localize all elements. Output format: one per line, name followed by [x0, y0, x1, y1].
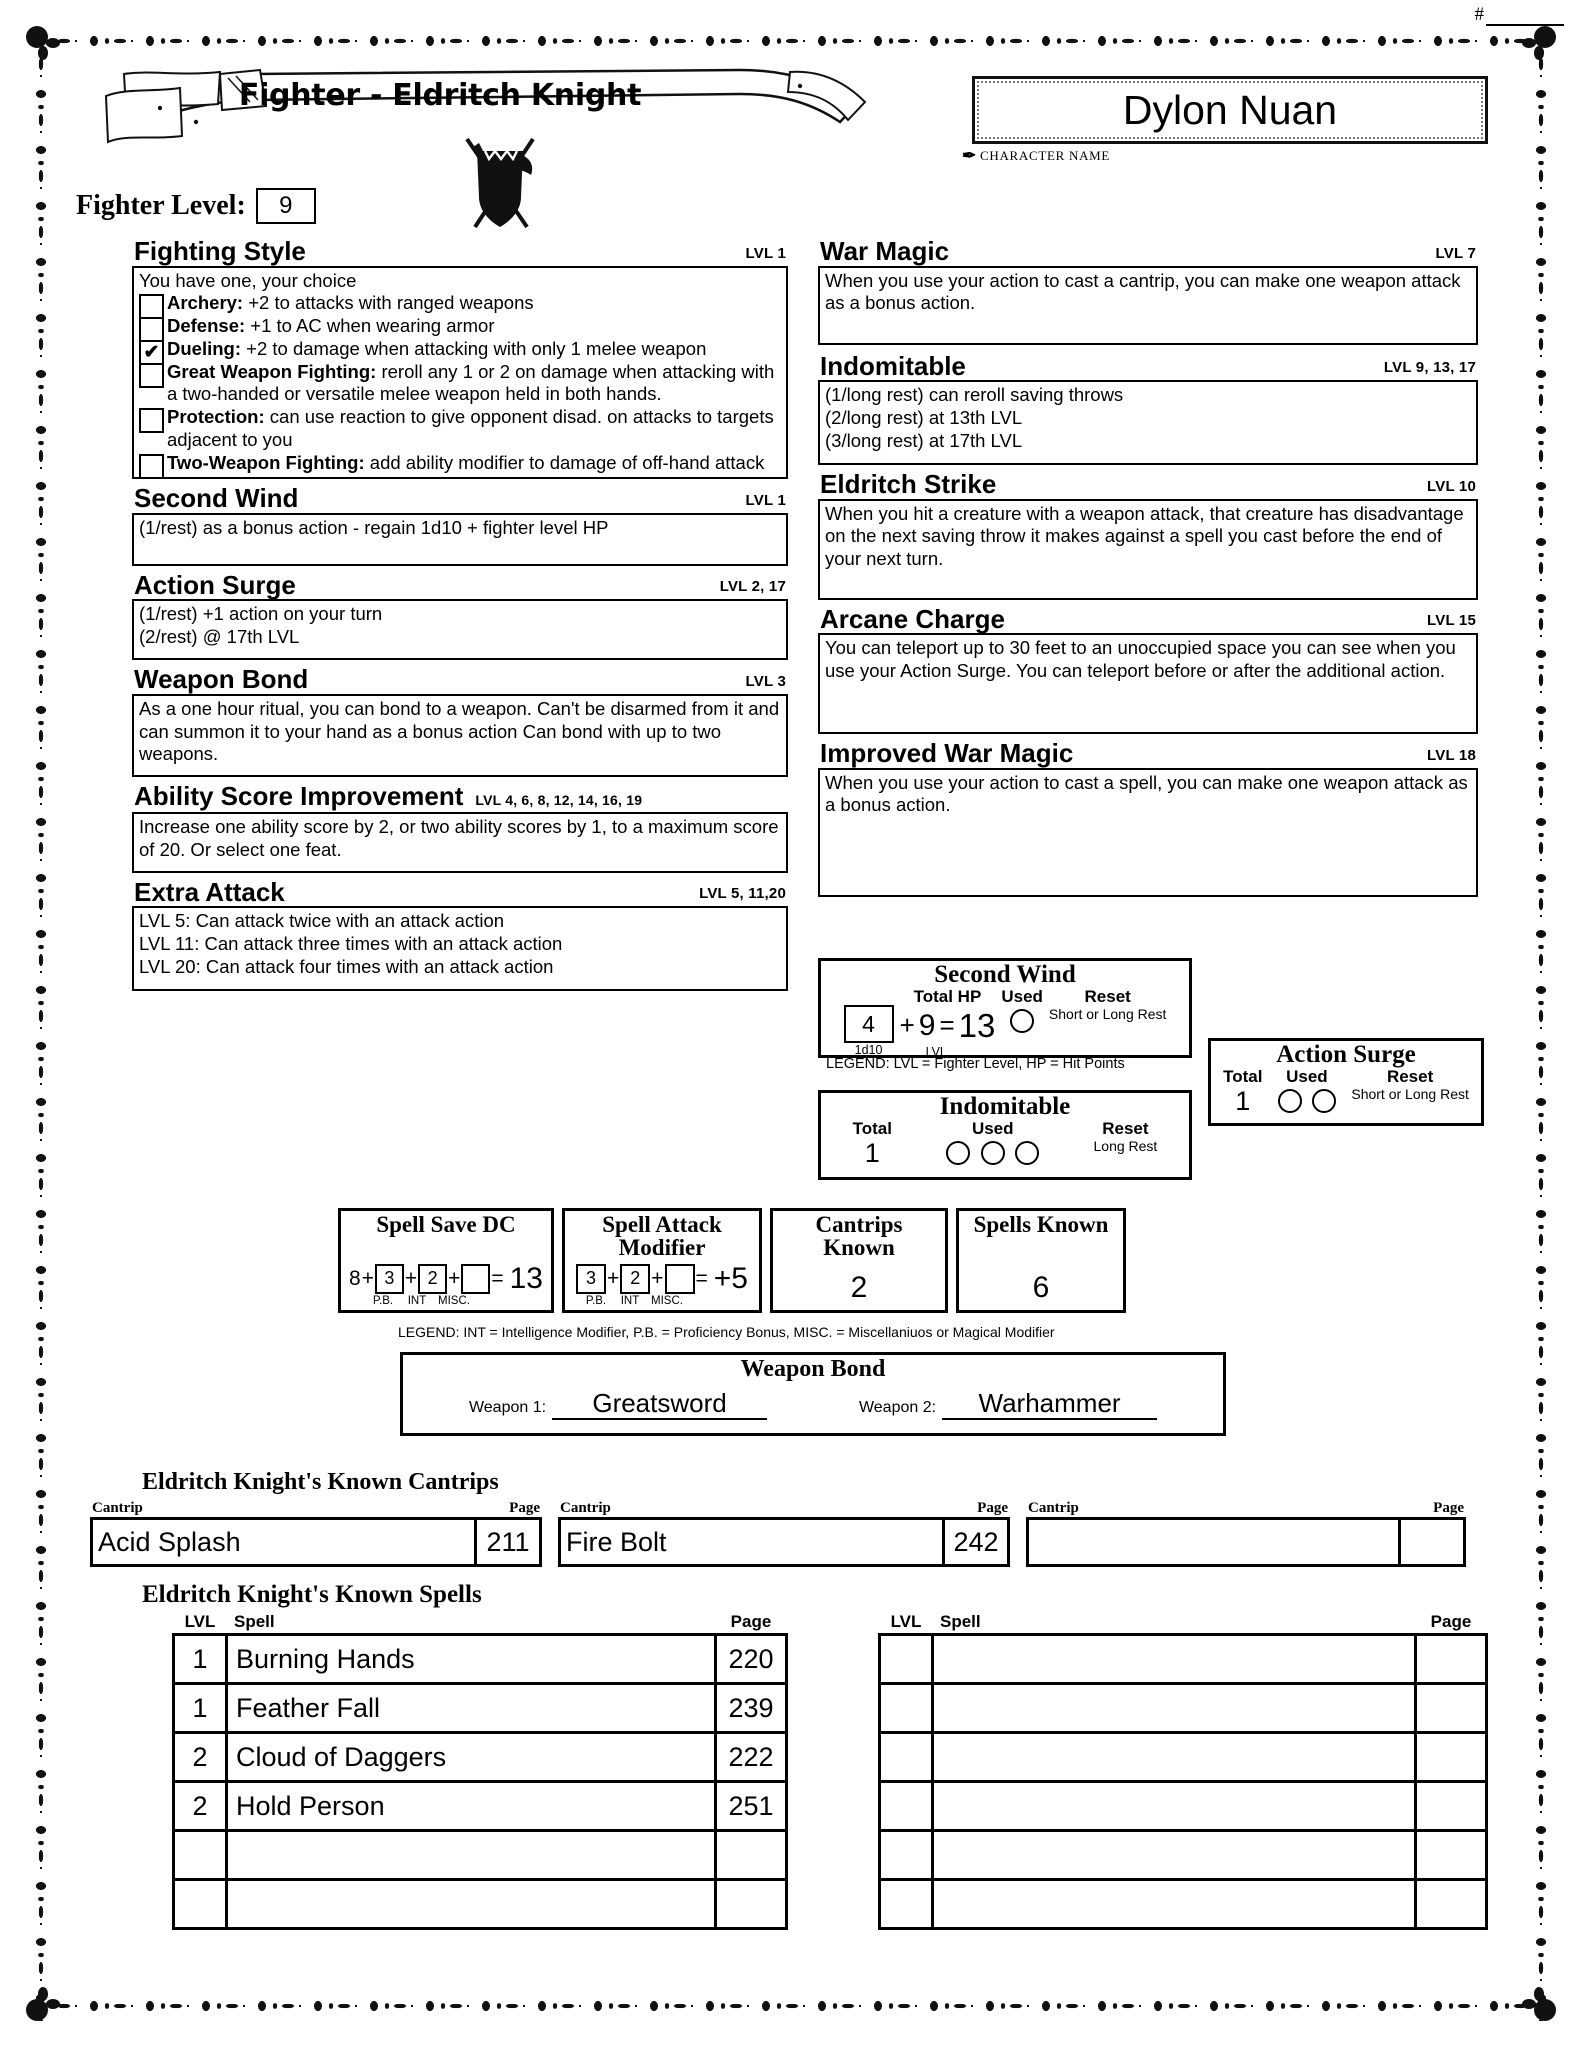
shield-and-weapons-icon [455, 135, 545, 237]
option-title: Archery: [167, 292, 244, 314]
misc-modifier-input[interactable] [665, 1264, 695, 1294]
total-value: 1 [864, 1137, 880, 1168]
box-title: Cantrips Known [815, 1212, 903, 1261]
fighting-style-option-dueling[interactable] [139, 338, 781, 361]
spell-page-cell[interactable] [1414, 1734, 1485, 1780]
feature-level: LVL 5, 11,20 [699, 885, 786, 903]
spell-save-dc-total: 13 [509, 1261, 543, 1295]
feature-body [818, 768, 1478, 897]
corner-ornament-top-left [22, 22, 76, 76]
box-title: Spell Attack Modifier [602, 1212, 722, 1261]
spell-lvl-cell[interactable] [881, 1783, 934, 1829]
cantrip-column-label: Cantrip [1028, 1500, 1079, 1516]
misc-sublabel: MISC. [438, 1294, 470, 1307]
reset-label: Reset [1084, 987, 1131, 1007]
table-row[interactable] [175, 1734, 785, 1783]
feature-line: LVL 5: Can attack twice with an attack action [139, 910, 505, 932]
spell-stats-legend: LEGEND: INT = Intelligence Modifier, P.B. = Proficiency Bonus, MISC. = Miscellaniuos or Magical Modifier [398, 1324, 1055, 1340]
tracker-title: Second Wind [934, 961, 1076, 988]
character-name-box[interactable] [972, 76, 1488, 144]
checkbox-protection[interactable] [139, 408, 164, 433]
feature-level: LVL 4, 6, 8, 12, 14, 16, 19 [475, 791, 643, 808]
feature-war-magic [818, 238, 1478, 345]
cantrip-name-cell[interactable]: Fire Bolt [566, 1526, 667, 1557]
page-column-label: Page [1430, 1612, 1472, 1631]
reset-label: Reset [1102, 1119, 1149, 1139]
table-row[interactable] [175, 1832, 785, 1881]
fighting-style-option-great-weapon-fighting[interactable] [139, 361, 781, 407]
feature-body [818, 633, 1478, 734]
weapon-1-field[interactable] [469, 1389, 767, 1420]
feature-line: When you use your action to cast a spell, you can make one weapon attack as a bonus action. [825, 771, 1468, 816]
tracker-title: Indomitable [939, 1093, 1071, 1120]
second-wind-die-label: 1d10 [854, 1043, 883, 1058]
cantrips-known-value: 2 [850, 1270, 868, 1304]
second-wind-level-value[interactable]: 9 [918, 1008, 936, 1042]
feature-line: (3/long rest) at 17th LVL [825, 429, 1023, 451]
fighter-level-value[interactable]: 9 [256, 188, 316, 224]
weapon-1-value[interactable]: Greatsword [552, 1389, 767, 1420]
page-column-label: Page [509, 1500, 540, 1516]
plus-sign: + [899, 1010, 915, 1041]
feature-weapon-bond [132, 666, 788, 777]
second-wind-legend: LEGEND: LVL = Fighter Level, HP = Hit Points [826, 1056, 1125, 1072]
border-right [1526, 26, 1556, 2021]
plus-sign: + [404, 1266, 418, 1290]
second-wind-die-value[interactable]: 4 [844, 1005, 894, 1043]
fighter-level-label: Fighter Level: [76, 190, 246, 221]
feature-name: Weapon Bond [134, 664, 309, 695]
feature-body [818, 266, 1478, 345]
fighting-style-intro: You have one, your choice [139, 269, 357, 291]
spell-page-cell[interactable]: 222 [714, 1734, 785, 1780]
spell-name-cell[interactable]: Hold Person [236, 1790, 385, 1821]
table-row[interactable] [881, 1783, 1485, 1832]
feature-name: Arcane Charge [820, 603, 1005, 634]
misc-modifier-input[interactable] [461, 1264, 490, 1294]
option-text: can use reaction to give opponent disad. on attacks to targets adjacent to you [167, 406, 774, 450]
spell-column-label: Spell [234, 1612, 275, 1631]
feature-name: Action Surge [134, 569, 296, 600]
proficiency-bonus-input[interactable]: 3 [375, 1264, 404, 1294]
feature-name: Second Wind [134, 483, 299, 514]
feature-line: Increase one ability score by 2, or two ability scores by 1, to a maximum score of 20. Or select one feat. [139, 815, 779, 860]
page-column-label: Page [1433, 1500, 1464, 1516]
base-value: 8 [349, 1266, 361, 1290]
weapon-2-label: Weapon 2: [858, 1398, 937, 1416]
int-sublabel: INT [620, 1294, 640, 1307]
spell-lvl-cell[interactable] [881, 1685, 934, 1731]
table-row[interactable] [175, 1783, 785, 1832]
spell-name-cell[interactable] [934, 1734, 1414, 1780]
class-title: Fighter - Eldritch Knight [238, 78, 642, 113]
spell-lvl-cell[interactable] [881, 1734, 934, 1780]
option-text: +2 to damage when attacking with only 1 melee weapon [241, 337, 707, 359]
plus-sign: + [651, 1266, 664, 1290]
spell-lvl-cell[interactable] [175, 1832, 228, 1878]
spell-save-dc-box [338, 1208, 554, 1313]
spell-lvl-cell[interactable]: 2 [175, 1783, 228, 1829]
total-label: Total [1223, 1067, 1263, 1087]
spell-page-cell[interactable]: 251 [714, 1783, 785, 1829]
weapon-2-value[interactable]: Warhammer [942, 1389, 1157, 1420]
weapon-bond-title: Weapon Bond [740, 1356, 886, 1382]
plus-sign: + [606, 1266, 620, 1290]
feature-line: LVL 20: Can attack four times with an attack action [139, 955, 554, 977]
lvl-column-label: LVL [184, 1612, 216, 1631]
feature-body [132, 906, 788, 991]
feature-level: LVL 1 [745, 244, 786, 262]
right-feature-column [818, 238, 1478, 901]
feature-line: When you use your action to cast a cantrip, you can make one weapon attack as a bonus action. [825, 269, 1461, 314]
int-modifier-input[interactable]: 2 [620, 1264, 650, 1294]
cantrip-column-label: Cantrip [560, 1500, 611, 1516]
weapon-bond-box [400, 1352, 1226, 1436]
feature-second-wind [132, 485, 788, 566]
feature-name: Fighting Style [134, 236, 306, 266]
equals-sign: = [491, 1266, 504, 1290]
page-column-label: Page [730, 1612, 772, 1631]
cantrip-entry-3 [1026, 1500, 1466, 1567]
spell-lvl-cell[interactable] [881, 1636, 934, 1682]
used-circle[interactable] [1312, 1089, 1336, 1113]
used-label: Used [971, 1119, 1014, 1139]
feature-improved-war-magic [818, 740, 1478, 897]
tracker-title: Action Surge [1276, 1041, 1416, 1068]
feature-eldritch-strike [818, 471, 1478, 600]
cantrips-heading: Eldritch Knight's Known Cantrips [142, 1469, 499, 1495]
spell-name-cell[interactable] [934, 1636, 1414, 1682]
lvl-column-label: LVL [890, 1612, 922, 1631]
spells-known-value: 6 [1032, 1270, 1050, 1304]
feature-line: (2/rest) @ 17th LVL [139, 626, 300, 648]
option-title: Dueling: [167, 337, 241, 359]
spells-heading: Eldritch Knight's Known Spells [142, 1581, 482, 1608]
total-hp-label: Total HP [913, 987, 982, 1007]
feature-header [132, 238, 788, 266]
feature-name: Indomitable [820, 350, 966, 381]
feature-line: (1/rest) +1 action on your turn [139, 603, 383, 625]
total-value: 1 [1235, 1085, 1251, 1116]
feature-line: (1/long rest) can reroll saving throws [825, 384, 1124, 406]
indomitable-tracker [818, 1090, 1192, 1180]
weapon-2-field[interactable] [859, 1389, 1157, 1420]
cantrips-table [90, 1500, 1490, 1567]
second-wind-total: 13 [958, 1006, 996, 1044]
spell-name-cell[interactable] [934, 1881, 1414, 1927]
spell-attack-modifier-box [562, 1208, 762, 1313]
used-label: Used [1286, 1067, 1328, 1087]
feature-line: When you hit a creature with a weapon attack, that creature has disadvantage on the next saving throw it makes against a spell you cast before the end of your next turn. [825, 502, 1464, 570]
fighting-style-option-protection[interactable] [139, 406, 781, 452]
feature-body [818, 380, 1478, 465]
spell-lvl-cell[interactable]: 2 [175, 1734, 228, 1780]
feature-action-surge [132, 569, 788, 661]
feature-body [132, 513, 788, 566]
spell-page-cell[interactable] [714, 1881, 785, 1927]
spell-name-cell[interactable] [228, 1881, 714, 1927]
spell-page-cell[interactable] [1414, 1881, 1485, 1927]
plus-sign: + [448, 1266, 461, 1290]
cantrip-name-cell[interactable]: Acid Splash [98, 1526, 241, 1557]
used-circle[interactable] [981, 1141, 1005, 1165]
spell-page-cell[interactable] [1414, 1783, 1485, 1829]
cantrip-column-label: Cantrip [92, 1500, 143, 1516]
spell-name-cell[interactable]: Burning Hands [236, 1643, 415, 1674]
spell-lvl-cell[interactable]: 1 [175, 1636, 228, 1682]
border-bottom [26, 1991, 1556, 2021]
table-row[interactable] [175, 1685, 785, 1734]
spell-name-cell[interactable]: Feather Fall [236, 1692, 381, 1723]
reset-value: Short or Long Rest [1351, 1085, 1469, 1102]
spells-table-left [172, 1612, 788, 1930]
feature-level: LVL 7 [1435, 244, 1476, 262]
feature-arcane-charge [818, 603, 1478, 735]
sheet-number-line[interactable] [1486, 9, 1564, 26]
used-label: Used [1001, 987, 1043, 1007]
feature-name: War Magic [820, 236, 950, 266]
feature-level: LVL 1 [745, 491, 786, 509]
option-title: Two-Weapon Fighting: [167, 451, 365, 473]
reset-value: Long Rest [1093, 1137, 1158, 1154]
spell-page-cell[interactable]: 220 [714, 1636, 785, 1682]
feature-body [132, 599, 788, 660]
feature-ability-score-improvement [132, 780, 788, 873]
feature-name: Eldritch Strike [820, 469, 997, 500]
checkbox-great-weapon-fighting[interactable] [139, 363, 164, 388]
checkmark-icon: ✔ [143, 341, 160, 363]
corner-ornament-bottom-left [22, 1971, 76, 2025]
spell-lvl-cell[interactable] [881, 1832, 934, 1878]
feature-level: LVL 18 [1427, 746, 1476, 764]
proficiency-bonus-input[interactable]: 3 [576, 1264, 606, 1294]
spell-lvl-cell[interactable]: 1 [175, 1685, 228, 1731]
character-name-label: CHARACTER NAME [980, 148, 1111, 163]
spell-page-cell[interactable]: 239 [714, 1685, 785, 1731]
int-modifier-input[interactable]: 2 [418, 1264, 447, 1294]
spell-name-cell[interactable] [934, 1685, 1414, 1731]
pb-sublabel: P.B. [372, 1294, 394, 1307]
box-title: Spell Save DC [376, 1212, 516, 1237]
spell-page-cell[interactable] [1414, 1832, 1485, 1878]
feature-line: (1/rest) as a bonus action - regain 1d10 + fighter level HP [139, 516, 609, 538]
feature-level: LVL 10 [1427, 477, 1476, 495]
feature-extra-attack [132, 876, 788, 992]
spell-name-cell[interactable] [934, 1832, 1414, 1878]
feature-body [132, 812, 788, 873]
left-feature-column [132, 238, 788, 995]
spell-name-cell[interactable] [228, 1832, 714, 1878]
table-row[interactable] [881, 1734, 1485, 1783]
spell-name-cell[interactable] [934, 1783, 1414, 1829]
feature-fighting-style [132, 238, 788, 479]
feature-line: You can teleport up to 30 feet to an unoccupied space you can see when you use your Action Surge. You can teleport before or after the additional action. [825, 637, 1456, 681]
cantrip-name-cell[interactable] [1029, 1520, 1398, 1564]
spell-stat-row [338, 1208, 1126, 1313]
feature-level: LVL 2, 17 [719, 578, 786, 596]
border-top [26, 26, 1556, 56]
option-text: +2 to attacks with ranged weapons [243, 292, 534, 314]
fighting-style-option-two-weapon-fighting[interactable] [139, 452, 781, 475]
option-text: +1 to AC when wearing armor [245, 315, 495, 337]
feature-name: Ability Score Improvement [134, 780, 464, 811]
pb-sublabel: P.B. [585, 1294, 607, 1307]
quill-icon: ✒ [962, 146, 977, 165]
level-sub-label: LVL [925, 1044, 947, 1059]
used-circle[interactable] [1278, 1089, 1302, 1113]
spells-table-right [878, 1612, 1488, 1930]
total-label: Total [852, 1119, 892, 1139]
corner-ornament-top-right [1506, 22, 1560, 76]
cantrip-page-cell[interactable]: 211 [474, 1520, 539, 1564]
reset-value: Short or Long Rest [1048, 1005, 1167, 1022]
feature-line: (2/long rest) at 13th LVL [825, 406, 1023, 428]
spell-page-cell[interactable] [714, 1832, 785, 1878]
table-row[interactable] [175, 1881, 785, 1930]
fighting-style-option-defense[interactable] [139, 315, 781, 338]
spell-name-cell[interactable]: Cloud of Daggers [236, 1741, 447, 1772]
feature-level: LVL 15 [1427, 612, 1476, 630]
spell-lvl-cell[interactable] [175, 1881, 228, 1927]
feature-level: LVL 3 [745, 672, 786, 690]
plus-sign: + [361, 1266, 374, 1290]
feature-line: As a one hour ritual, you can bond to a weapon. Can't be disarmed from it and can summon it to your hand as a bonus action Can bond with up to two weapons. [139, 697, 780, 765]
option-text: add ability modifier to damage of off-hand attack [364, 451, 765, 473]
option-title: Protection: [167, 406, 265, 428]
cantrip-entry-2 [558, 1500, 1010, 1567]
equals-sign: = [939, 1010, 955, 1041]
spells-known-box [956, 1208, 1126, 1313]
fighter-level-field[interactable] [76, 188, 316, 224]
used-circle[interactable] [1015, 1141, 1039, 1165]
box-title: Spells Known [973, 1212, 1109, 1237]
corner-ornament-bottom-right [1506, 1971, 1560, 2025]
feature-name: Improved War Magic [820, 738, 1074, 769]
reset-label: Reset [1386, 1067, 1434, 1087]
border-left [26, 26, 56, 2021]
table-row[interactable] [175, 1636, 785, 1685]
equals-sign: = [695, 1266, 708, 1290]
feature-body [818, 499, 1478, 600]
feature-line: LVL 11: Can attack three times with an attack action [139, 933, 563, 955]
int-sublabel: INT [407, 1294, 427, 1307]
cantrip-entry-1 [90, 1500, 542, 1567]
spell-page-cell[interactable] [1414, 1685, 1485, 1731]
table-row[interactable] [881, 1636, 1485, 1685]
feature-body [132, 694, 788, 777]
feature-name: Extra Attack [134, 876, 285, 907]
second-wind-tracker [818, 958, 1192, 1058]
feature-indomitable [818, 350, 1478, 466]
used-circle[interactable] [1010, 1009, 1034, 1033]
feature-body [132, 266, 788, 480]
spell-lvl-cell[interactable] [881, 1881, 934, 1927]
sheet-number-field[interactable] [1475, 4, 1565, 26]
option-text: reroll any 1 or 2 on damage when attacking with a two-handed or versatile melee weapon held in both hands. [167, 360, 775, 405]
weapon-1-label: Weapon 1: [468, 1398, 547, 1416]
misc-sublabel: MISC. [651, 1294, 683, 1307]
hash-symbol: # [1474, 4, 1484, 25]
action-surge-tracker [1208, 1038, 1484, 1126]
table-row[interactable] [881, 1881, 1485, 1930]
page-column-label: Page [977, 1500, 1008, 1516]
cantrip-page-cell[interactable] [1398, 1520, 1463, 1564]
cantrip-page-cell[interactable]: 242 [942, 1520, 1007, 1564]
spell-attack-modifier-total: +5 [713, 1261, 748, 1295]
fighting-style-option-archery[interactable] [139, 292, 781, 315]
feature-level: LVL 9, 13, 17 [1383, 359, 1476, 377]
spell-page-cell[interactable] [1414, 1636, 1485, 1682]
table-row[interactable] [881, 1832, 1485, 1881]
option-title: Great Weapon Fighting: [167, 360, 377, 382]
cantrips-known-box [770, 1208, 948, 1313]
option-title: Defense: [167, 315, 246, 337]
checkbox-two-weapon-fighting[interactable] [139, 454, 164, 479]
table-row[interactable] [881, 1685, 1485, 1734]
character-name-value: Dylon Nuan [1122, 86, 1338, 133]
spell-column-label: Spell [940, 1612, 981, 1631]
used-circle[interactable] [946, 1141, 970, 1165]
